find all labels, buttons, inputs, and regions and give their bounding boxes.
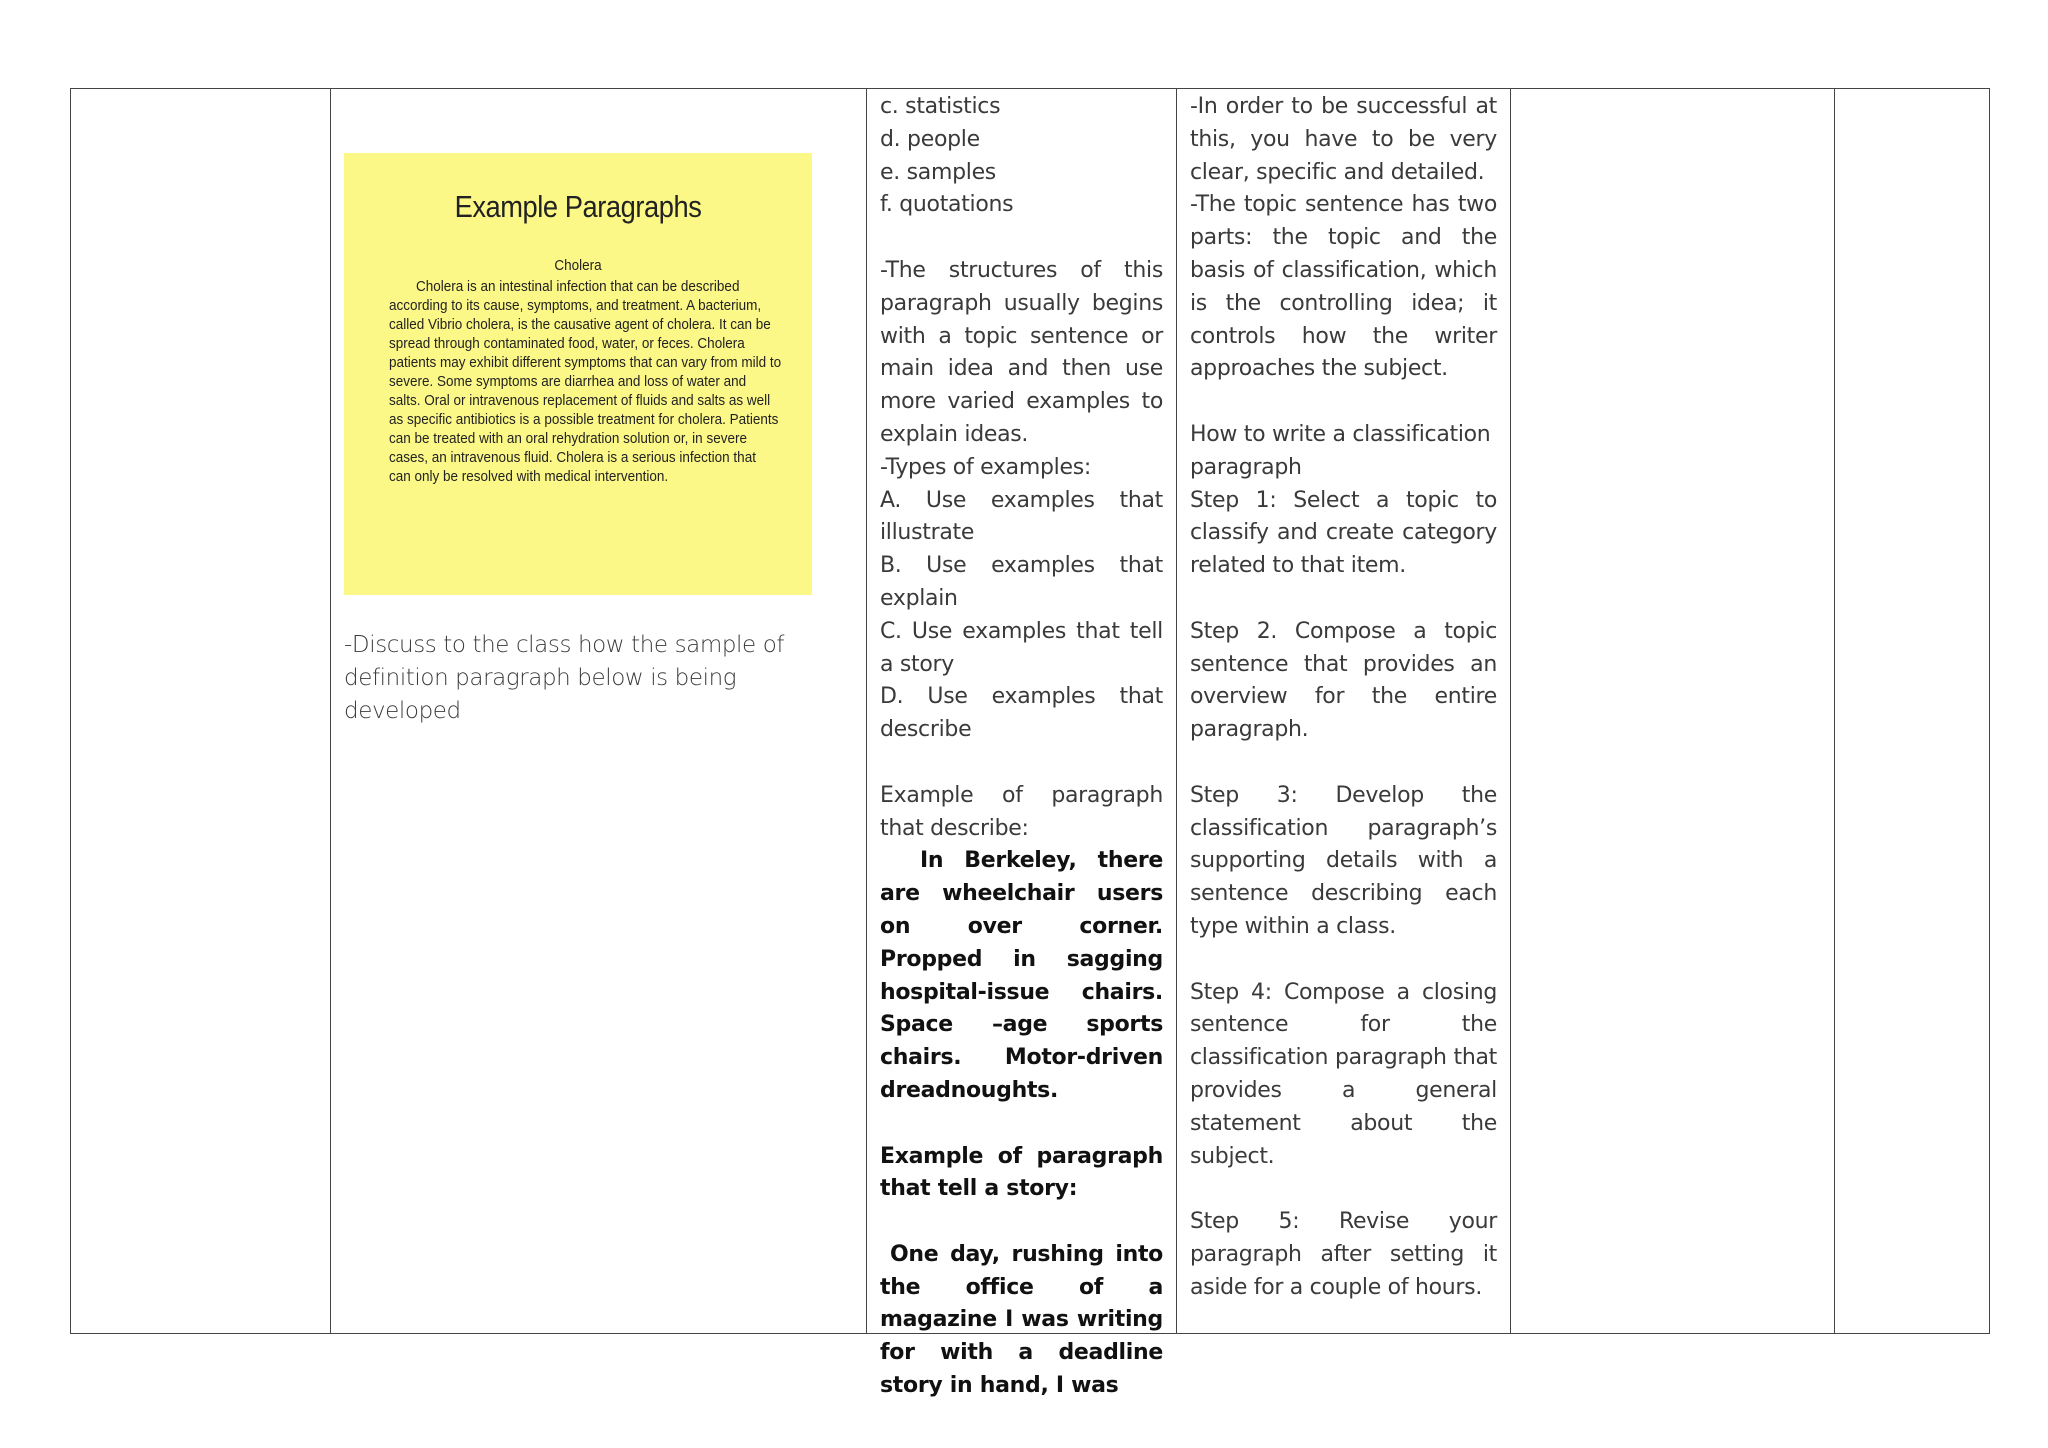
example-type: B. Use examples that explain [880,553,1163,611]
slide-body: Cholera is an intestinal infection that can be described according to its cause, symptoms, and treatment. A bacterium, called Vibrio cholera, is the causative agent of cholera. It can be spread through contaminated food, water, or feces. Cholera patients may exhibit different symptoms that can vary from mild to severe. Some symptoms are diarrhea and loss of water and salts. Oral or intravenous replacement of fluids and salts as well as specific antibiotics is a possible treatment for cholera. Patients can be treated with an oral rehydration solution or, in severe cases, an intravenous fluid. Cholera is a serious infection that can only be resolved with medical intervention. [389,278,782,485]
describe-example: In Berkeley, there are wheelchair users on over corner. Propped in sagging hospital-issue chairs. Space –age sports chairs. Motor-driven dreadnoughts. [880,848,1163,1103]
example-type: D. Use examples that describe [880,684,1163,743]
step-4: Step 4: Compose a closing sentence for the classification paragraph that provides a general statement about the subject. [1190,979,1497,1169]
step-3: Step 3: Develop the classification paragraph’s supporting details with a sentence describing each type within a class. [1190,782,1497,939]
example-slide-image [344,153,812,595]
story-heading: Example of paragraph that tell a story: [880,1143,1163,1202]
discuss-instruction: -Discuss to the class how the sample of definition paragraph below is being developed [344,632,785,724]
story-example: One day, rushing into the office of a magazine I was writing for with a deadline story in hand, I was [880,1241,1163,1399]
column-5 [1511,89,1835,1333]
step-1: Step 1: Select a topic to classify and create category related to that item. [1190,487,1497,579]
step-2: Step 2. Compose a topic sentence that provides an overview for the entire paragraph. [1190,618,1497,743]
list-item: c. statistics [880,94,1001,119]
column-3 [867,89,1177,1399]
step-5: Step 5: Revise your paragraph after setting it aside for a couple of hours. [1190,1209,1497,1300]
list-item: d. people [880,126,980,152]
structure-text: -The structures of this paragraph usually begins with a topic sentence or main idea and then use more varied examples to explain ideas. [880,257,1163,447]
column-6 [1835,89,1989,1333]
intro-text-1: -In order to be successful at this, you have to be very clear, specific and detailed. [1190,94,1497,185]
example-type: A. Use examples that illustrate [880,487,1163,546]
example-type: C. Use examples that tell a story [880,618,1163,677]
slide-title: Example Paragraphs [454,189,702,224]
column-4 [1177,89,1511,1333]
list-item: e. samples [880,159,996,185]
list-item: f. quotations [880,192,1014,218]
describe-heading: Example of paragraph that describe: [880,782,1163,841]
column-1 [71,89,331,1333]
intro-text-2: -The topic sentence has two parts: the topic and the basis of classification, which is the controlling idea; it controls how the writer approaches the subject. [1190,192,1497,382]
types-heading: -Types of examples: [880,454,1091,480]
howto-heading: How to write a classification paragraph [1190,421,1491,480]
lesson-plan-table [70,88,1990,1399]
slide-subtitle: Cholera [554,257,602,274]
column-2 [331,89,867,1333]
